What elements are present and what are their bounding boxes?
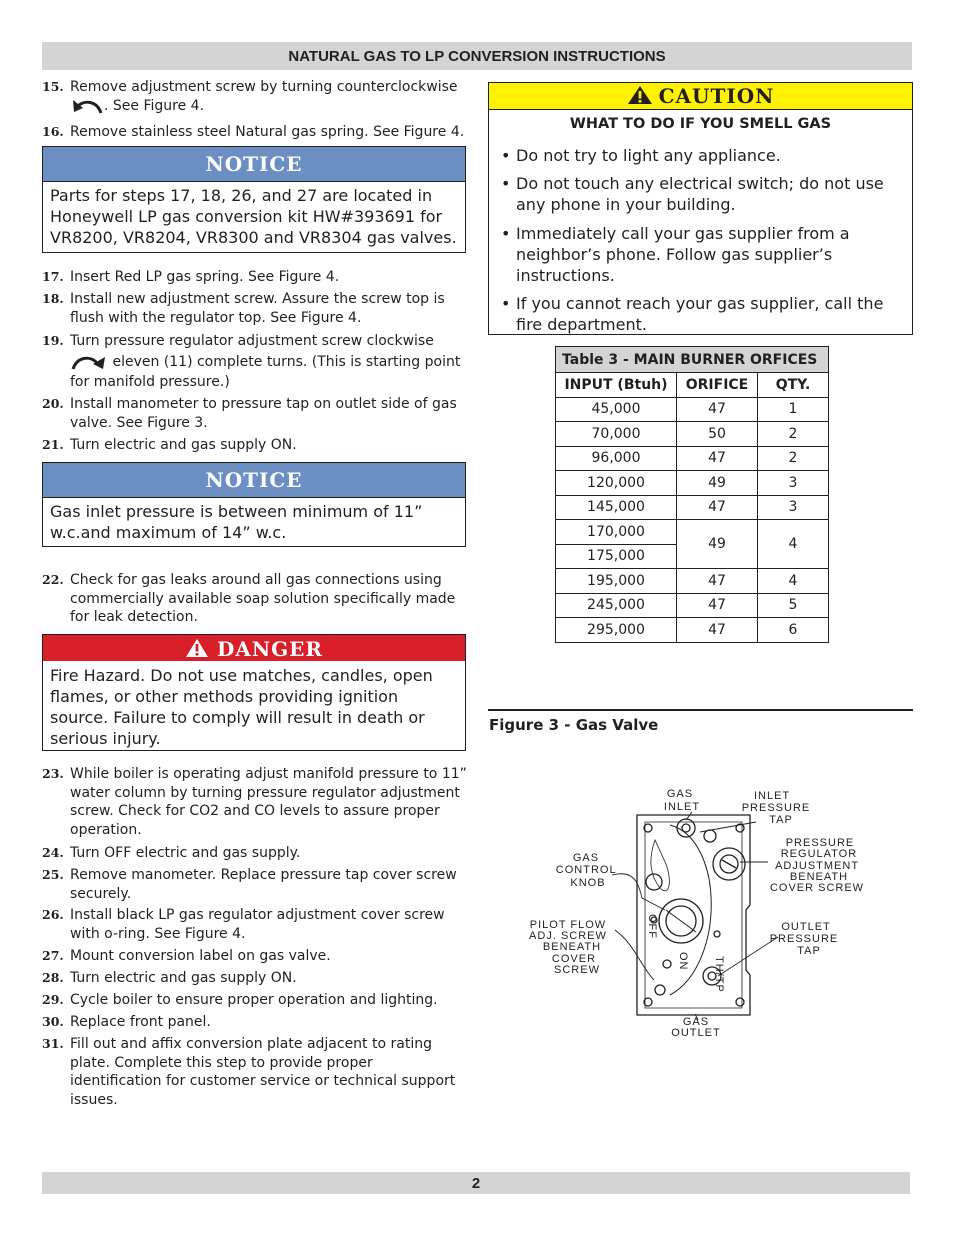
step-29: [42, 991, 467, 1010]
knob-off-text: OFF: [646, 914, 658, 939]
step-text: Cycle boiler to ensure proper operation and lighting.: [70, 992, 438, 1008]
knob-th-text: TH/TP: [713, 956, 725, 993]
step-text: While boiler is operating adjust manifold pressure to 11” water column by turning pressure regulator adjustment screw. Check for CO2 and CO levels to assure proper operation.: [70, 766, 467, 838]
step-21: [42, 436, 467, 455]
table-cell: 195,000: [556, 569, 677, 594]
step-text: Turn electric and gas supply ON.: [70, 970, 297, 986]
step-text: Turn electric and gas supply ON.: [70, 437, 297, 453]
step-text: Replace front panel.: [70, 1014, 211, 1030]
caution-title-bar: [489, 83, 912, 110]
gas-control-knob-label: GAS CONTROL KNOB: [555, 852, 617, 889]
step-number: 15.: [42, 79, 64, 94]
step-23: [42, 765, 467, 839]
table-caption: Table 3 - MAIN BURNER ORFICES: [556, 347, 829, 373]
gas-outlet-label: GAS OUTLET: [671, 1016, 721, 1039]
step-number: 24.: [42, 845, 64, 860]
table-row: [556, 422, 829, 447]
caution-title: CAUTION: [658, 84, 775, 108]
step-31: [42, 1035, 467, 1109]
table-cell: 47: [677, 495, 758, 520]
step-number: 16.: [42, 124, 64, 139]
table-cell: 50: [677, 422, 758, 447]
notice-kit-parts: [42, 146, 466, 253]
table-cell: 47: [677, 446, 758, 471]
step-number: 28.: [42, 970, 64, 985]
step-text: Mount conversion label on gas valve.: [70, 948, 331, 964]
table-cell: 120,000: [556, 471, 677, 496]
step-25: [42, 866, 467, 903]
table-cell: 1: [758, 397, 829, 422]
step-text: Install manometer to pressure tap on outlet side of gas valve. See Figure 3.: [70, 396, 457, 431]
step-20: [42, 395, 467, 432]
step-text: Remove adjustment screw by turning counterclockwise . See Figure 4.: [70, 79, 458, 114]
table-row: [556, 618, 829, 643]
step-26: [42, 906, 467, 943]
table-cell: 175,000: [556, 544, 677, 569]
pilot-flow-label: PILOT FLOW ADJ. SCREW BENEATH COVER SCREW: [529, 919, 607, 976]
table-cell: 2: [758, 446, 829, 471]
step-22: [42, 571, 467, 627]
notice-inlet-pressure: [42, 462, 466, 547]
step-15: [42, 78, 467, 115]
step-text: Fill out and affix conversion plate adjacent to rating plate. Complete this step to provide proper identification for customer service or technical support issues.: [70, 1036, 456, 1108]
step-number: 21.: [42, 437, 64, 452]
step-number: 31.: [42, 1036, 64, 1051]
table-cell: 170,000: [556, 520, 677, 545]
table-cell: 47: [677, 618, 758, 643]
caution-list: [489, 145, 912, 335]
step-number: 22.: [42, 572, 64, 587]
table-cell: 47: [677, 569, 758, 594]
step-18: [42, 290, 467, 327]
column-header: INPUT (Btuh): [556, 373, 677, 398]
figure-caption: Figure 3 - Gas Valve: [489, 716, 659, 734]
figure-rule: [488, 709, 913, 711]
page-header: NATURAL GAS TO LP CONVERSION INSTRUCTIONS: [42, 42, 912, 70]
step-text: Install black LP gas regulator adjustment cover screw with o-ring. See Figure 4.: [70, 907, 445, 942]
step-30: [42, 1013, 467, 1032]
step-number: 23.: [42, 766, 64, 781]
table-cell: 2: [758, 422, 829, 447]
table-cell: 5: [758, 593, 829, 618]
step-17: [42, 268, 467, 287]
table-row: [556, 593, 829, 618]
step-text: Remove manometer. Replace pressure tap cover screw securely.: [70, 867, 457, 902]
table-row: [556, 397, 829, 422]
step-number: 20.: [42, 396, 64, 411]
table-cell: 45,000: [556, 397, 677, 422]
table-cell: 96,000: [556, 446, 677, 471]
caution-smell-gas: [488, 82, 913, 335]
step-number: 30.: [42, 1014, 64, 1029]
gas-valve-diagram: [520, 780, 880, 1050]
knob-on-text: ON: [677, 952, 689, 971]
table-cell: 4: [758, 520, 829, 569]
notice-title: NOTICE: [43, 147, 465, 182]
step-number: 18.: [42, 291, 64, 306]
page-number: 2: [42, 1172, 910, 1194]
table-row: [556, 520, 829, 545]
danger-title: DANGER: [216, 637, 324, 661]
step-number: 19.: [42, 333, 64, 348]
step-28: [42, 969, 467, 988]
table-cell: 47: [677, 397, 758, 422]
table-cell: 6: [758, 618, 829, 643]
table-row: [556, 495, 829, 520]
caution-subtitle: WHAT TO DO IF YOU SMELL GAS: [569, 116, 832, 132]
table-row: [556, 569, 829, 594]
table-cell: 4: [758, 569, 829, 594]
notice-title: NOTICE: [43, 463, 465, 498]
table-cell: 245,000: [556, 593, 677, 618]
list-item: • Immediately call your gas supplier from a neighbor’s phone. Follow gas supplier’s instructions.: [501, 224, 850, 285]
notice-body: Parts for steps 17, 18, 26, and 27 are located in Honeywell LP gas conversion kit HW#393691 for VR8200, VR8204, VR8300 and VR8304 gas valves.: [50, 186, 457, 247]
table-header-row: [556, 373, 829, 398]
table-cell: 3: [758, 495, 829, 520]
step-number: 27.: [42, 948, 64, 963]
clockwise-arrow-icon: [70, 353, 108, 371]
step-number: 29.: [42, 992, 64, 1007]
step-24: [42, 844, 467, 863]
step-text: Check for gas leaks around all gas connections using commercially available soap solution specifically made for leak detection.: [70, 572, 456, 625]
step-text: Install new adjustment screw. Assure the screw top is flush with the regulator top. See Figure 4.: [70, 291, 445, 326]
table-row: [556, 471, 829, 496]
step-27: [42, 947, 467, 966]
danger-body: Fire Hazard. Do not use matches, candles, open flames, or other methods providing ignition source. Failure to comply will result in death or serious injury.: [50, 666, 433, 748]
table-row: [556, 446, 829, 471]
table-cell: 295,000: [556, 618, 677, 643]
step-text: Insert Red LP gas spring. See Figure 4.: [70, 269, 340, 285]
pressure-regulator-label: PRESSURE REGULATOR ADJUSTMENT BENEATH COVER SCREW: [769, 837, 865, 894]
list-item: • Do not try to light any appliance.: [501, 146, 781, 165]
step-16: [42, 123, 467, 142]
table-cell: 47: [677, 593, 758, 618]
step-number: 26.: [42, 907, 64, 922]
column-header: ORIFICE: [677, 373, 758, 398]
danger-fire-hazard: [42, 634, 466, 751]
step-number: 17.: [42, 269, 64, 284]
gas-inlet-label: GAS INLET: [663, 788, 701, 813]
table-cell: 49: [677, 520, 758, 569]
table-cell: 145,000: [556, 495, 677, 520]
step-19: [42, 331, 467, 393]
step-text: Turn pressure regulator adjustment screw clockwise eleven (11) complete turns. (This is starting point for manifold pressure.): [70, 333, 461, 390]
warning-triangle-icon: [185, 638, 209, 658]
list-item: • Do not touch any electrical switch; do not use any phone in your building.: [501, 174, 884, 214]
table-cell: 3: [758, 471, 829, 496]
table-cell: 70,000: [556, 422, 677, 447]
column-header: QTY.: [758, 373, 829, 398]
step-text: Remove stainless steel Natural gas spring. See Figure 4.: [70, 124, 465, 140]
main-burner-orifices-table: [555, 346, 829, 643]
step-number: 25.: [42, 867, 64, 882]
danger-title-bar: [43, 635, 465, 661]
list-item: • If you cannot reach your gas supplier, call the fire department.: [501, 294, 884, 334]
table-cell: 49: [677, 471, 758, 496]
step-text: Turn OFF electric and gas supply.: [70, 845, 301, 861]
outlet-pressure-tap-label: OUTLET PRESSURE TAP: [769, 921, 839, 957]
counterclockwise-arrow-icon: [70, 97, 104, 115]
warning-triangle-icon: [627, 85, 653, 105]
notice-body: Gas inlet pressure is between minimum of 11” w.c.and maximum of 14” w.c.: [50, 502, 423, 542]
inlet-pressure-tap-label: INLET PRESSURE TAP: [741, 790, 811, 826]
